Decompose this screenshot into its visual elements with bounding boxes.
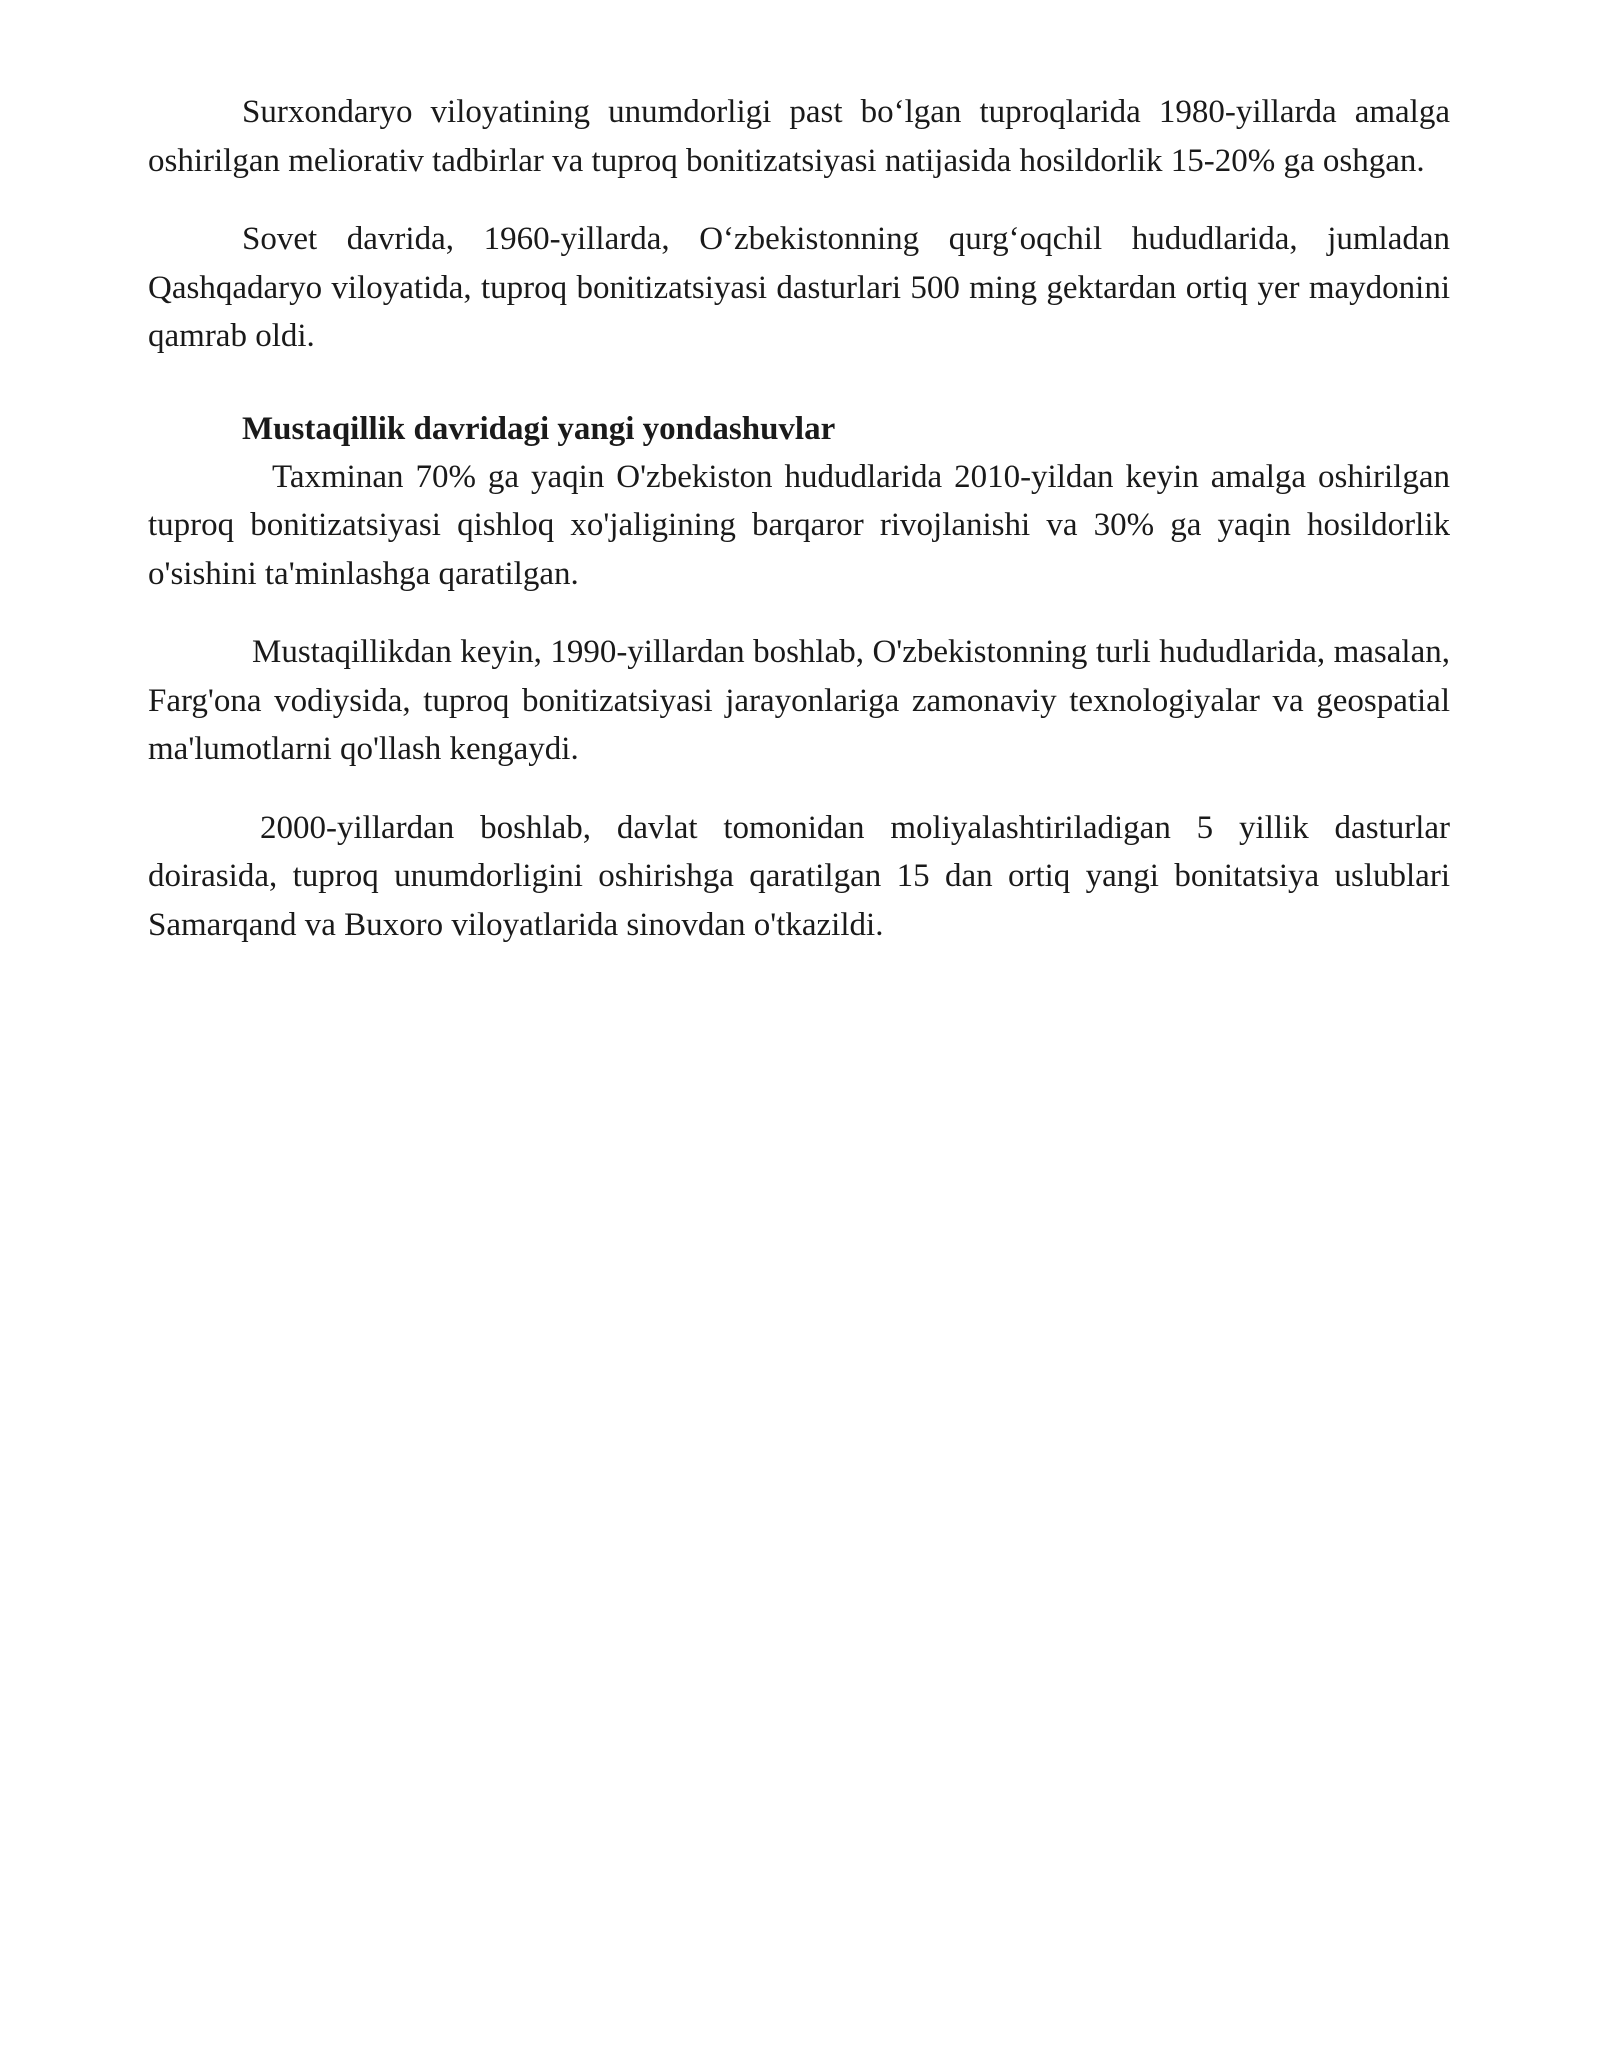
section-heading: Mustaqillik davridagi yangi yondashuvlar bbox=[242, 410, 836, 447]
spacer bbox=[148, 391, 1450, 405]
paragraph-taxminan: Taxminan 70% ga yaqin O'zbekiston hududlarida 2010-yildan keyin amalga oshirilgan tuproq bonitizatsiyasi qishloq xo'jaligining barqaror rivojlanishi va 30% ga yaqin hosildorlik o'sishini ta'minlashga qaratilgan. bbox=[148, 458, 1450, 592]
paragraph-2000-yillardan: 2000-yillardan boshlab, davlat tomonidan moliyalashtiriladigan 5 yillik dasturlar doirasida, tuproq unumdorligini oshirishga qaratilgan 15 dan ortiq yangi bonitatsiya uslublari Samarqand va Buxoro viloyatlarida sinovdan o'tkazildi. bbox=[148, 809, 1450, 943]
paragraph-mustaqillikdan: Mustaqillikdan keyin, 1990-yillardan boshlab, O'zbekistonning turli hududlarida, masalan, Farg'ona vodiysida, tuproq bonitizatsiyasi jarayonlariga zamonaviy texnologiyalar va geospatial ma'lumotlarni qo'llash kengaydi. bbox=[148, 634, 1450, 767]
paragraph-surxondaryo: Surxondaryo viloyatining unumdorligi past bo‘lgan tuproqlarida 1980-yillarda amalga oshirilgan meliorativ tadbirlar va tuproq bonitizatsiyasi natijasida hosildorlik 15-20% ga oshgan. bbox=[148, 94, 1450, 179]
paragraph-sovet-davrida: Sovet davrida, 1960-yillarda, O‘zbekistonning qurg‘oqchil hududlarida, jumladan Qashqadaryo viloyatida, tuproq bonitizatsiyasi dasturlari 500 ming gektardan ortiq yer maydonini qamrab oldi. bbox=[148, 221, 1450, 354]
document-body bbox=[148, 88, 1450, 979]
